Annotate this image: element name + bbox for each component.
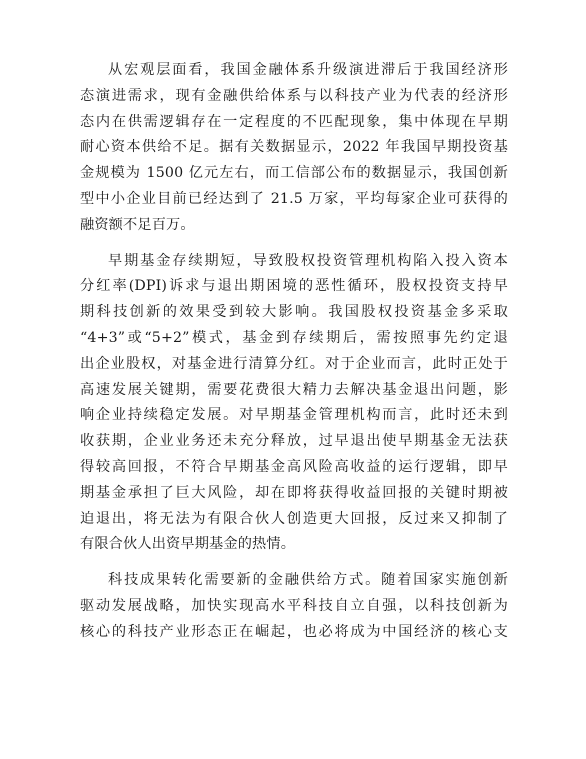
text-line: 金规模为 1500 亿元左右，而工信部公布的数据显示，我国创新: [80, 165, 508, 182]
text-line: 态演进需求，现有金融供给体系与以科技产业为代表的经济形: [80, 87, 508, 104]
text-line: 核心的科技产业形态正在崛起，也必将成为中国经济的核心支: [80, 623, 508, 640]
text-line: 响企业持续稳定发展。对早期基金管理机构而言，此时还未到: [80, 407, 508, 424]
text-line: 收获期，企业业务还未充分释放，过早退出使早期基金无法获: [80, 433, 508, 450]
text-line: 早期基金存续期短，导致股权投资管理机构陷入投入资本: [108, 252, 508, 269]
text-line: 态内在供需逻辑存在一定程度的不匹配现象，集中体现在早期: [80, 113, 508, 130]
text-line: 迫退出，将无法为有限合伙人创造更大回报，反过来又抑制了: [80, 510, 508, 527]
text-line: 得较高回报，不符合早期基金高风险高收益的运行逻辑，即早: [80, 458, 508, 475]
text-line: 驱动发展战略，加快实现高水平科技自立自强，以科技创新为: [80, 597, 508, 614]
text-line: “4+3”或“5+2”模式，基金到存续期后，需按照事先约定退: [80, 329, 508, 346]
text-line: 从宏观层面看，我国金融体系升级演进滞后于我国经济形: [108, 62, 508, 78]
text-line: 融资额不足百万。: [80, 216, 195, 233]
text-line: 耐心资本供给不足。据有关数据显示，2022 年我国早期投资基: [80, 139, 508, 156]
text-line: 型中小企业目前已经达到了 21.5 万家，平均每家企业可获得的: [80, 190, 508, 207]
text-line: 期基金承担了巨大风险，却在即将获得收益回报的关键时期被: [80, 484, 508, 501]
text-line: 分红率(DPI)诉求与退出期困境的恶性循环，股权投资支持早: [80, 278, 508, 295]
text-line: 出企业股权，对基金进行清算分红。对于企业而言，此时正处于: [80, 355, 508, 372]
document-page: [80, 58, 508, 656]
text-line: 高速发展关键期，需要花费很大精力去解决基金退出问题，影: [80, 381, 508, 398]
text-line: 期科技创新的效果受到较大影响。我国股权投资基金多采取: [80, 304, 508, 321]
paragraph-2: [80, 249, 508, 559]
text-line: 科技成果转化需要新的金融供给方式。随着国家实施创新: [108, 572, 508, 589]
paragraph-1: [80, 58, 508, 239]
paragraph-3: [80, 568, 508, 645]
text-line: 有限合伙人出资早期基金的热情。: [80, 536, 296, 553]
